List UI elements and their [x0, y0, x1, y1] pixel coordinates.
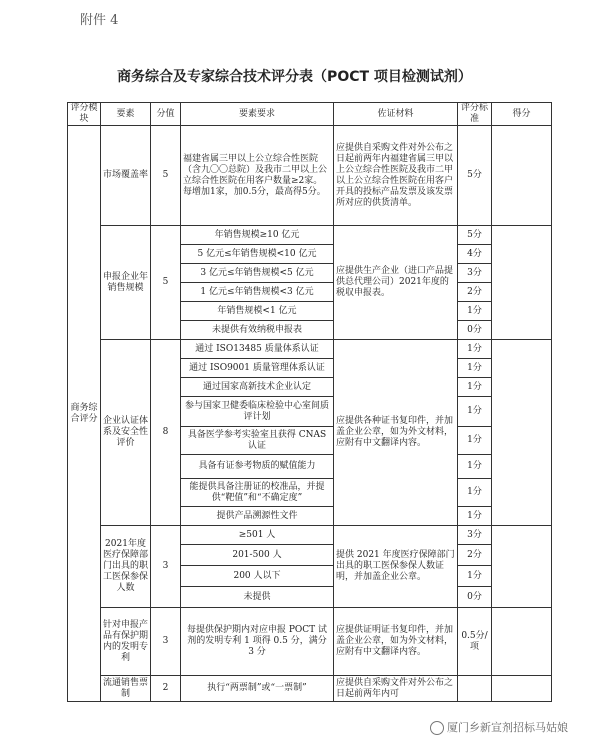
req-sales: 5 亿元≤年销售规模<10 亿元 [181, 245, 334, 264]
table-row [68, 608, 552, 676]
req-insured: 未提供 [181, 587, 334, 608]
std-sales: 3分 [458, 264, 492, 283]
result-patent [492, 608, 552, 676]
std-insured: 0分 [458, 587, 492, 608]
std-insured: 1分 [458, 566, 492, 587]
req-sales: 年销售规模<1 亿元 [181, 302, 334, 321]
table-row [68, 676, 552, 702]
result-insured [492, 526, 552, 608]
std-sales: 1分 [458, 302, 492, 321]
table-row [68, 340, 552, 359]
std-circ [458, 676, 492, 702]
req-insured: 201-500 人 [181, 545, 334, 566]
element-insured: 2021年度医疗保障部门出具的职工医保参保人数 [101, 526, 151, 608]
scoring-table [67, 102, 552, 702]
table-row [68, 526, 552, 545]
wechat-icon [430, 721, 444, 735]
element-patent: 针对申报产品有保护期内的发明专利 [101, 608, 151, 676]
watermark-text: 厦门乡新宣剂招标马姑娘 [447, 721, 568, 734]
std-sales: 5分 [458, 226, 492, 245]
std-cert: 1分 [458, 340, 492, 359]
std-sales: 2分 [458, 283, 492, 302]
score-market: 5 [151, 126, 181, 226]
score-circ: 2 [151, 676, 181, 702]
evidence-patent: 应提供证明证书复印件，并加盖企业公章，如为外文材料，应附有中文翻译内容。 [334, 608, 458, 676]
std-insured: 2分 [458, 545, 492, 566]
req-market: 福建省属三甲以上公立综合性医院（含九〇〇总院）及我市二甲以上公立综合性医院在用客户数量≥2家。每增加1家，加0.5分，最高得5分。 [181, 126, 334, 226]
req-sales: 3 亿元≤年销售规模<5 亿元 [181, 264, 334, 283]
score-insured: 3 [151, 526, 181, 608]
req-insured: ≥501 人 [181, 526, 334, 545]
req-cert: 通过 ISO9001 质量管理体系认证 [181, 359, 334, 378]
req-insured: 200 人以下 [181, 566, 334, 587]
score-sales: 5 [151, 226, 181, 340]
req-cert: 提供产品溯源性文件 [181, 507, 334, 526]
result-sales [492, 226, 552, 340]
result-circ [492, 676, 552, 702]
std-cert: 1分 [458, 507, 492, 526]
table-row [68, 126, 552, 226]
req-circ: 执行“两票制”或“一票制” [181, 676, 334, 702]
header-standard: 评分标准 [458, 103, 492, 126]
header-requirement: 要素要求 [181, 103, 334, 126]
element-circ: 流通销售票制 [101, 676, 151, 702]
page-title: 商务综合及专家综合技术评分表（POCT 项目检测试剂） [117, 69, 472, 85]
element-sales: 申报企业年销售规模 [101, 226, 151, 340]
evidence-cert: 应提供各种证书复印件，并加盖企业公章，如为外文材料，应附有中文翻译内容。 [334, 340, 458, 526]
header-result: 得分 [492, 103, 552, 126]
std-cert: 1分 [458, 479, 492, 507]
watermark [427, 719, 571, 735]
req-sales: 年销售规模≥10 亿元 [181, 226, 334, 245]
header-evidence: 佐证材料 [334, 103, 458, 126]
evidence-market: 应提供自采购文件对外公布之日起前两年内福建省属三甲以上公立综合性医院及我市二甲以上公立综合性医院在用客户开具的投标产品发票及该发票所对应的供货清单。 [334, 126, 458, 226]
element-market: 市场覆盖率 [101, 126, 151, 226]
std-cert: 1分 [458, 455, 492, 479]
req-cert: 具备有证参考物质的赋值能力 [181, 455, 334, 479]
score-cert: 8 [151, 340, 181, 526]
req-cert: 能提供具备注册证的校准品，并提供“靶值”和“不确定度” [181, 479, 334, 507]
std-cert: 1分 [458, 427, 492, 455]
req-cert: 具备医学参考实验室且获得 CNAS 认证 [181, 427, 334, 455]
module-cell: 商务综合评分 [68, 126, 101, 702]
attachment-label: 附件 4 [80, 13, 119, 28]
header-element: 要素 [101, 103, 151, 126]
table-row [68, 226, 552, 245]
req-sales: 1 亿元≤年销售规模<3 亿元 [181, 283, 334, 302]
std-cert: 1分 [458, 378, 492, 397]
std-patent: 0.5分/项 [458, 608, 492, 676]
req-cert: 参与国家卫健委临床检验中心室间质评计划 [181, 397, 334, 427]
std-cert: 1分 [458, 397, 492, 427]
header-module: 评分模块 [68, 103, 101, 126]
header-row [68, 103, 552, 126]
result-market [492, 126, 552, 226]
element-cert: 企业认证体系及安全性评价 [101, 340, 151, 526]
req-cert: 通过国家高新技术企业认定 [181, 378, 334, 397]
std-sales: 0分 [458, 321, 492, 340]
score-patent: 3 [151, 608, 181, 676]
std-insured: 3分 [458, 526, 492, 545]
result-cert [492, 340, 552, 526]
req-patent: 每提供保护期内对应申报 POCT 试剂的发明专利 1 项得 0.5 分，满分 3 分 [181, 608, 334, 676]
std-market: 5分 [458, 126, 492, 226]
req-sales: 未提供有效纳税申报表 [181, 321, 334, 340]
evidence-circ: 应提供自采购文件对外公布之日起前两年内可 [334, 676, 458, 702]
evidence-insured: 提供 2021 年度医疗保障部门出具的职工医保参保人数证明，并加盖企业公章。 [334, 526, 458, 608]
req-cert: 通过 ISO13485 质量体系认证 [181, 340, 334, 359]
std-cert: 1分 [458, 359, 492, 378]
header-score: 分值 [151, 103, 181, 126]
evidence-sales: 应提供生产企业（进口产品提供总代理公司）2021年度的税収申报表。 [334, 226, 458, 340]
std-sales: 4分 [458, 245, 492, 264]
